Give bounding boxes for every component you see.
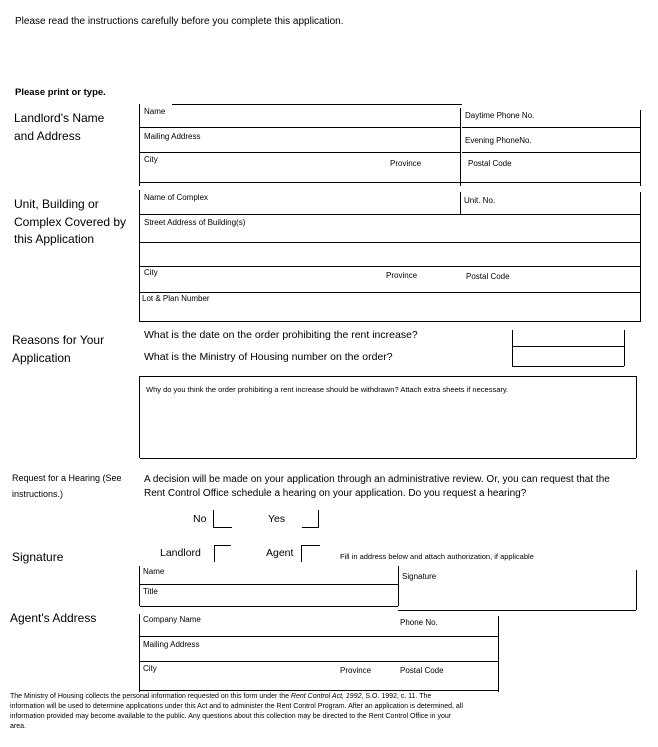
section-title-agent-address: Agent's Address (10, 611, 97, 625)
unit-lot-field[interactable] (140, 321, 640, 322)
landlord-daytime-phone-label: Daytime Phone No. (465, 111, 535, 120)
landlord-phone-divider (460, 108, 461, 186)
signature-agent-note: Fill in address below and attach authorization, if applicable (340, 552, 534, 561)
section-title-hearing: Request for a Hearing (See instructions.) (12, 473, 122, 499)
hearing-yes-checkbox[interactable] (302, 510, 319, 528)
section-title-reasons: Reasons for Your Application (12, 333, 105, 365)
landlord-name-label: Name (144, 107, 166, 116)
agent-province-label: Province (340, 666, 372, 675)
unit-left-border (139, 190, 140, 322)
print-note: Please print or type. (15, 87, 106, 98)
landlord-city-field[interactable] (140, 182, 640, 183)
landlord-mailing-field[interactable] (140, 152, 460, 153)
rule (460, 192, 461, 214)
unit-province-label: Province (386, 271, 418, 280)
unit-complex-field[interactable] (140, 214, 640, 215)
landlord-postal-label: Postal Code (468, 159, 512, 168)
agent-company-label: Company Name (143, 615, 201, 624)
rule (512, 330, 513, 366)
agent-mailing-label: Mailing Address (143, 640, 200, 649)
signature-title-label: Title (143, 587, 158, 596)
rule (172, 104, 462, 105)
rule (139, 614, 140, 692)
landlord-mailing-label: Mailing Address (144, 132, 201, 141)
rule (636, 570, 637, 610)
landlord-name-field[interactable] (140, 127, 460, 128)
unit-lot-label: Lot & Plan Number (142, 294, 210, 303)
signature-title-field[interactable] (140, 606, 398, 607)
signature-landlord-checkbox[interactable] (214, 545, 231, 562)
landlord-right-border (640, 110, 641, 186)
agent-phone-label: Phone No. (400, 618, 438, 627)
rule (139, 566, 140, 606)
rule (498, 616, 499, 692)
signature-name-label: Name (143, 567, 165, 576)
agent-mailing-field[interactable] (140, 661, 498, 662)
reasons-ministry-question: What is the Ministry of Housing number on the order? (144, 351, 393, 363)
agent-company-field[interactable] (140, 636, 498, 637)
reasons-ministry-field[interactable] (512, 366, 624, 367)
unit-postal-label: Postal Code (466, 272, 510, 281)
agent-city-field[interactable] (140, 690, 498, 691)
privacy-text-end: , S.O. 1992, c. 11. The information will be used to determine applications under this Act and to administer the Rent Control Program. After an application is determined, all information provided may become available to the public. Any questions about this collection may be directed to the Rent Control Office in your area. (10, 693, 463, 730)
hearing-no-label: No (193, 513, 207, 525)
unit-city-field[interactable] (140, 292, 640, 293)
reasons-date-field[interactable] (512, 346, 624, 347)
signature-agent-label: Agent (266, 547, 294, 559)
landlord-left-border (139, 104, 140, 186)
rule (624, 330, 625, 366)
hearing-yes-label: Yes (268, 513, 286, 525)
signature-signature-label: Signature (402, 572, 437, 581)
agent-city-label: City (143, 664, 157, 673)
hearing-no-checkbox[interactable] (213, 510, 232, 528)
privacy-notice (10, 692, 465, 732)
signature-landlord-label: Landlord (160, 547, 201, 559)
unit-complex-label: Name of Complex (144, 193, 209, 202)
unit-street-field-2[interactable] (140, 266, 640, 267)
unit-street-field-1[interactable] (140, 242, 640, 243)
signature-signature-field[interactable] (398, 610, 636, 611)
unit-city-label: City (144, 268, 158, 277)
section-title-unit: Unit, Building or Complex Covered by this Application (14, 197, 127, 246)
section-title-signature: Signature (12, 550, 64, 564)
rule (139, 376, 140, 458)
landlord-city-label: City (144, 155, 158, 164)
landlord-province-label: Province (390, 159, 422, 168)
landlord-evening-phone-field[interactable] (462, 152, 640, 153)
unit-street-label: Street Address of Building(s) (144, 218, 246, 227)
instructions-text: Please read the instructions carefully before you complete this application. (15, 16, 344, 27)
unit-right-border (640, 192, 641, 322)
signature-name-field[interactable] (140, 584, 398, 585)
unit-no-label: Unit. No. (464, 196, 496, 205)
agent-postal-label: Postal Code (400, 666, 444, 675)
act-name: Rent Control Act, 1992 (290, 693, 362, 700)
section-title-landlord: Landlord's Name and Address (14, 111, 105, 143)
reasons-date-question: What is the date on the order prohibiting the rent increase? (144, 329, 418, 341)
hearing-text: A decision will be made on your application through an administrative review. Or, you can request that the Rent Control Office schedule a hearing on your application. Do you request a hearing? (144, 474, 610, 499)
rule (636, 376, 637, 458)
landlord-evening-phone-label: Evening PhoneNo. (465, 136, 532, 145)
landlord-daytime-phone-field[interactable] (462, 127, 640, 128)
signature-agent-checkbox[interactable] (301, 545, 320, 562)
rule (140, 376, 636, 377)
reasons-why-label: Why do you think the order prohibiting a rent increase should be withdrawn? Attach extra sheets if necessary. (146, 385, 509, 394)
rule (398, 566, 399, 606)
rule (140, 458, 636, 459)
privacy-text-start: The Ministry of Housing collects the personal information requested on this form under the (10, 693, 291, 700)
